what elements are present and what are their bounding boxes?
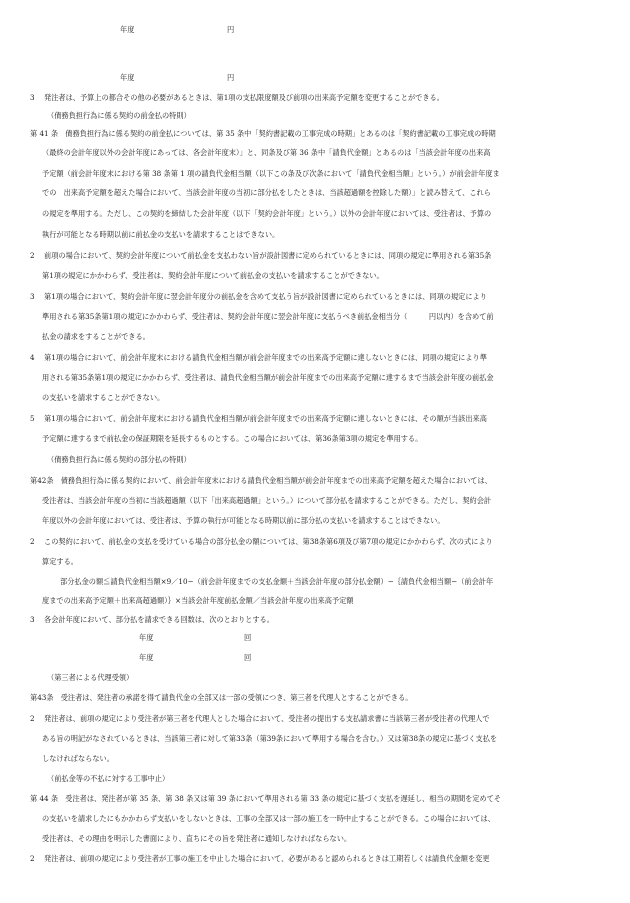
article-42-para-2-line-1: 2 この契約において、前払金の支払を受けている場合の部分払金の額については、第38条第6項及び第7項の規定にかかわらず、次の式により	[30, 537, 493, 546]
article-41-line-4: での 出来高予定額を超えた場合において、当該会計年度の当初に部分払をしたときは、当該超過額を控除した額）」と読み替えて、これら	[42, 188, 491, 197]
article-41-para-4-line-3: の支払いを請求することができない。	[42, 393, 165, 402]
article-44-line-2: の支払いを請求したにもかかわらず支払いをしないときは、工事の全部又は一部の施工を一時中止することができる。この場合においては、	[42, 814, 495, 823]
fiscal-year-label: 年度	[120, 73, 135, 82]
heading-advance-payment-special: （債務負担行為に係る契約の前金払の特則）	[47, 111, 191, 120]
heading-partial-payment-special: （債務負担行為に係る契約の部分払の特則）	[47, 455, 191, 464]
article-43-line-1: 第43条 受注者は、発注者の承諾を得て請負代金の全部又は一部の受領につき、第三者を代理人とすることができる。	[30, 693, 413, 702]
article-43-para-2-line-3: しなければならない。	[42, 754, 114, 763]
article-41-para-2-line-1: 2 前項の場合において、契約会計年度について前払金を支払わない旨が設計図書に定められているときには、同項の規定に準用される第35条	[30, 251, 492, 260]
yen-unit-label: 円	[227, 25, 235, 34]
formula-line-1: 部分払金の額≦請負代金相当額×9／10−（前会計年度までの支払金額＋当該会計年度の部分払金額）−｛請負代金相当額−（前会計年	[60, 577, 494, 586]
article-42-line-2: 受注者は、当該会計年度の当初に当該超過額（以下「出来高超過額」という。）について部分払を請求することができる。ただし、契約会計	[42, 496, 492, 505]
heading-third-party-agent: （第三者による代理受領）	[47, 673, 134, 682]
fiscal-year-label: 年度	[139, 633, 154, 642]
times-unit-label: 回	[244, 633, 252, 642]
article-42-para-2-line-2: 算定する。	[42, 557, 78, 566]
article-44-line-3: 受注者は、その理由を明示した書面により、直ちにその旨を発注者に通知しなければならない。	[42, 834, 352, 843]
paragraph-3-budget-change: 3 発注者は、予算上の都合その他の必要があるときは、第1項の支払限度額及び前項の出来高予定額を変更することができる。	[30, 93, 444, 102]
article-42-line-1: 第42条 債務負担行為に係る契約において、前会計年度末における請負代金相当額が前会計年度までの出来高予定額を超えた場合においては、	[30, 476, 492, 485]
article-41-para-4-line-1: 4 第1項の場合において、前会計年度末における請負代金相当額が前会計年度までの出来高予定額に達しないときには、同項の規定により準	[30, 353, 487, 362]
article-41-line-1: 第 41 条 債務負担行為に係る契約の前金払については、第 35 条中「契約書記載の工事完成の時期」とあるのは「契約書記載の工事完成の時期	[30, 129, 496, 138]
article-41-para-2-line-2: 第1項の規定にかかわらず、受注者は、契約会計年度について前払金の支払いを請求することができない。	[42, 271, 384, 280]
article-44-para-2-line-1: 2 発注者は、前項の規定により受注者が工事の施工を中止した場合において、必要があると認められるときは工期若しくは請負代金額を変更	[30, 854, 490, 863]
article-42-line-3: 年度以外の会計年度においては、受注者は、予算の執行が可能となる時期以前に部分払の支払いを請求することはできない。	[42, 516, 445, 525]
article-41-para-5-line-1: 5 第1項の場合において、前会計年度末における請負代金相当額が前会計年度までの出来高予定額に達しないときには、その額が当該出来高	[30, 414, 487, 423]
article-41-para-3-line-1: 3 第1項の場合において、契約会計年度に翌会計年度分の前払金を含めて支払う旨が設計図書に定められているときには、同項の規定により	[30, 292, 487, 301]
formula-line-2: 度までの出来高予定額＋出来高超過額）｝×当該会計年度前払金額／当該会計年度の出来高予定額	[42, 596, 354, 605]
article-41-line-5: の規定を準用する。ただし、この契約を締結した会計年度（以下「契約会計年度」という。）以外の会計年度においては、受注者は、予算の	[42, 209, 492, 218]
article-41-para-5-line-2: 予定額に達するまで前払金の保証期限を延長するものとする。この場合においては、第36条第3項の規定を準用する。	[42, 434, 423, 443]
article-41-para-3-line-2: 準用される第35条第1項の規定にかかわらず、受注者は、契約会計年度に翌会計年度に支払うべき前払金相当分（ 円以内）を含めて前	[42, 312, 494, 321]
times-unit-label: 回	[244, 653, 252, 662]
article-44-line-1: 第 44 条 受注者は、発注者が第 35 条、第 38 条又は第 39 条において準用される第 33 条の規定に基づく支払を遅延し、相当の期間を定めてそ	[30, 794, 502, 803]
article-41-para-3-line-3: 払金の請求をすることができる。	[42, 332, 150, 341]
article-42-para-3: 3 各会計年度において、部分払を請求できる回数は、次のとおりとする。	[30, 615, 274, 624]
article-41-para-4-line-2: 用される第35条第1項の規定にかかわらず、受注者は、請負代金相当額が前会計年度までの出来高予定額に達するまで当該会計年度の前払金	[42, 373, 494, 382]
article-41-line-2: （最終の会計年度以外の会計年度にあっては、各会計年度末）」と、同条及び第 36 条中「請負代金額」とあるのは「当該会計年度の出来高	[42, 148, 491, 157]
heading-work-suspension: （前払金等の不払に対する工事中止）	[47, 774, 170, 783]
fiscal-year-label: 年度	[120, 25, 135, 34]
article-41-line-6: 執行が可能となる時期以前に前払金の支払いを請求することはできない。	[42, 230, 280, 239]
article-43-para-2-line-1: 2 発注者は、前項の規定により受注者が第三者を代理人とした場合において、受注者の提出する支払請求書に当該第三者が受注者の代理人で	[30, 714, 490, 723]
yen-unit-label: 円	[227, 73, 235, 82]
fiscal-year-label: 年度	[139, 653, 154, 662]
article-43-para-2-line-2: ある旨の明記がなされているときは、当該第三者に対して第33条（第39条において準用する場合を含む。）又は第38条の規定に基づく支払を	[42, 734, 498, 743]
article-41-line-3: 予定額（前会計年度末における第 38 条第 1 項の請負代金相当額（以下この条及び次条において「請負代金相当額」という。）が前会計年度ま	[42, 169, 500, 178]
